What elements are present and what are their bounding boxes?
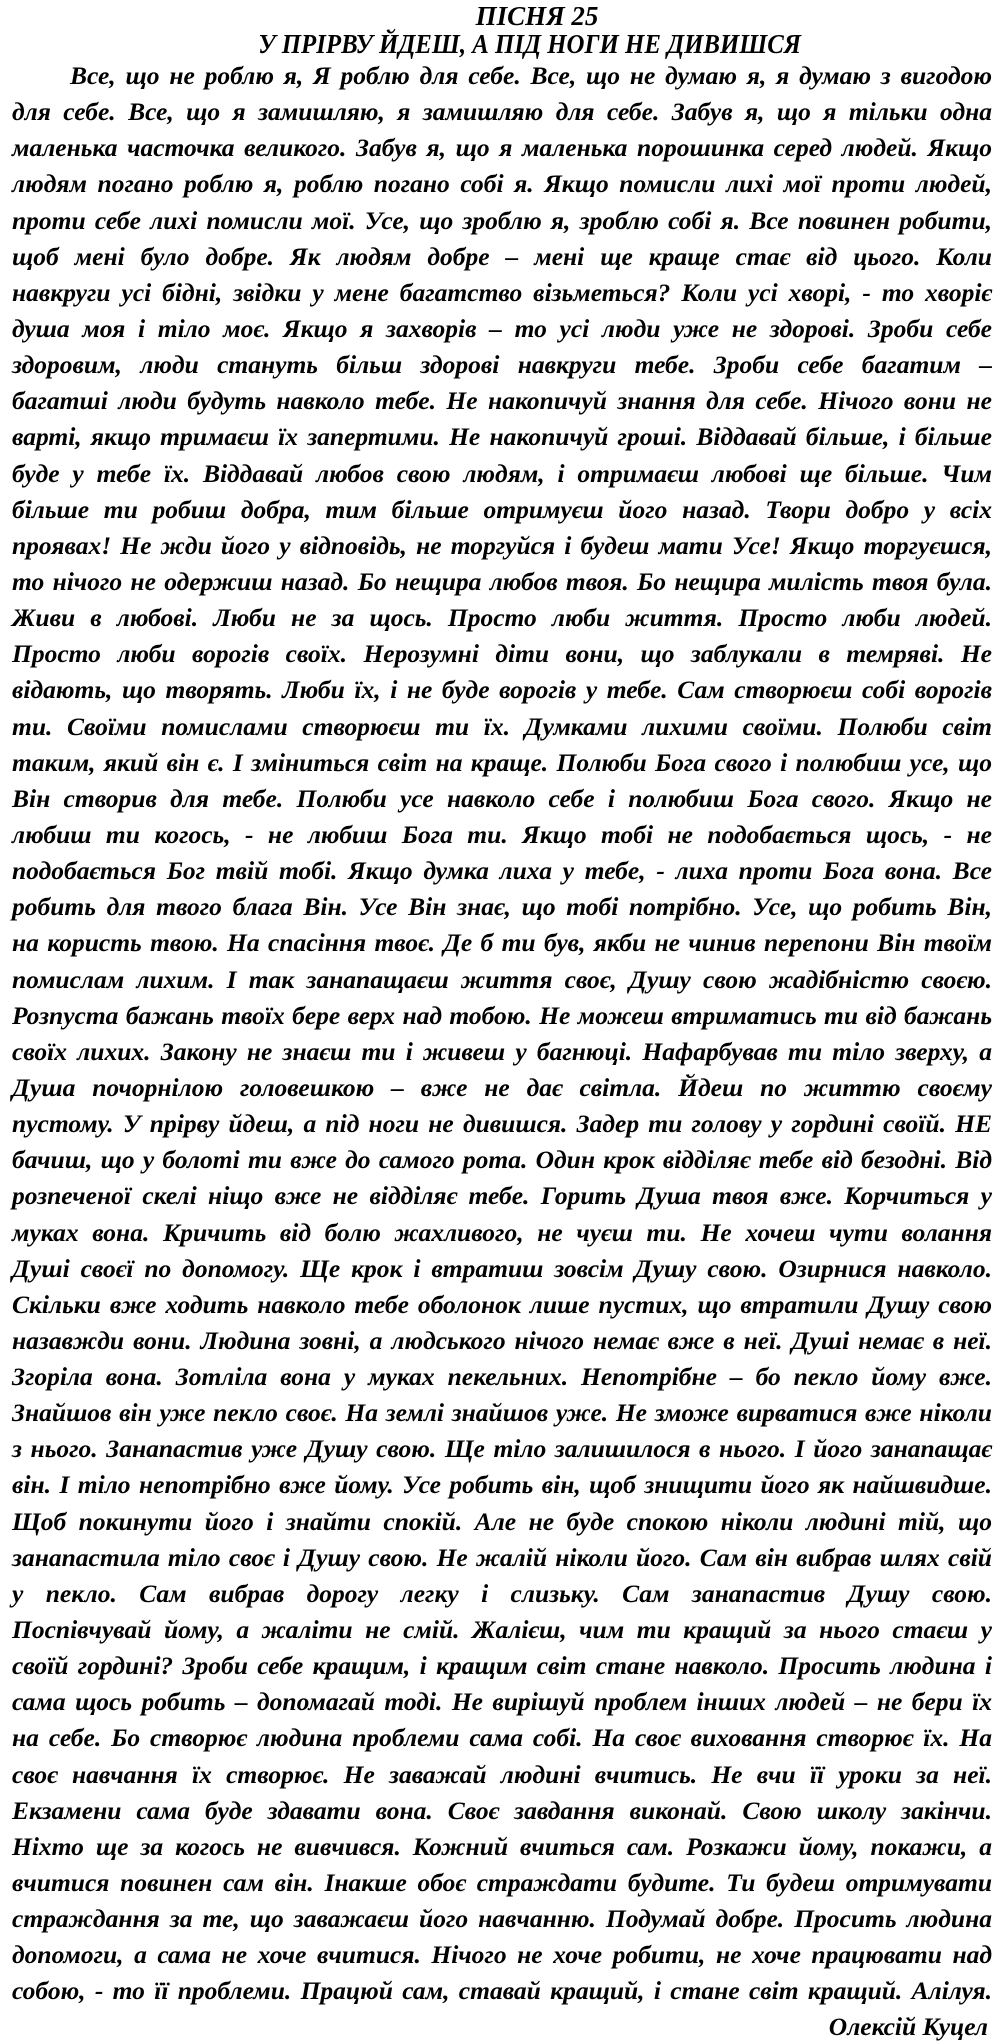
text-line: проявах! Не жди його у відповідь, не торгуйся і будеш мати Усе! Якщо торгуєшся, — [12, 530, 992, 560]
text-line: у пекло. Сам вибрав дорогу легку і слизьку. Сам занапастив Душу свою. — [12, 1578, 992, 1608]
text-line: то нічого не одержиш назад. Бо нещира любов твоя. Бо нещира милість твоя була. — [12, 566, 992, 596]
song-title: ПІСНЯ 25 — [475, 1, 599, 31]
text-line: подобається Бог твій тобі. Якщо думка лиха у тебе, - лиха проти Бога вона. Все — [12, 856, 992, 886]
text-line: Душі своєї по допомогу. Ще крок і втратиш зовсім Душу свою. Озирнися навколо. — [12, 1253, 992, 1283]
text-line: назавжди вони. Людина зовні, а людського нічого немає вже в неї. Душі немає в неї. — [12, 1325, 992, 1355]
text-line: буде у тебе їх. Віддавай любов свою людям, і отримаєш любові ще більше. Чим — [12, 458, 992, 488]
text-line: Скільки вже ходить навколо тебе оболонок лише пустих, що втратили Душу свою — [12, 1289, 992, 1319]
text-line: бачиш, що у болоті ти вже до самого рота. Один крок відділяє тебе від безодні. Від — [12, 1145, 992, 1175]
author-signature: Олексій Куцел — [828, 2011, 988, 2041]
text-line: пустому. У прірву йдеш, а під ноги не дивишся. Задер ти голову у гордині своїй. НЕ — [12, 1109, 992, 1139]
text-line: занапастила тіло своє і Душу свою. Не жалій ніколи його. Сам він вибрав шлях свій — [12, 1542, 992, 1572]
text-line: Ніхто ще за когось не вивчився. Кожний вчиться сам. Розкажи йому, покажи, а — [12, 1831, 992, 1861]
text-line: муках вона. Кричить від болю жахливого, не чуєш ти. Не хочеш чути волання — [12, 1217, 992, 1247]
text-line: багатші люди будуть навколо тебе. Не накопичуй знання для себе. Нічого вони не — [12, 386, 992, 416]
text-line: проти себе лихі помисли мої. Усе, що зроблю я, зроблю собі я. Все повинен робити, — [12, 205, 992, 235]
text-line: більше ти робиш добра, тим більше отримуєш його назад. Твори добро у всіх — [12, 494, 992, 524]
text-line: Просто люби ворогів своїх. Нерозумні діти вони, що заблукали в темряві. Не — [12, 639, 992, 669]
text-line: навкруги усі бідні, звідки у мене багатство візьметься? Коли усі хворі, - то хворіє — [12, 277, 992, 307]
text-line: допомоги, а сама не хоче вчитися. Нічого не хоче робити, не хоче працювати над — [12, 1940, 992, 1970]
text-line: щоб мені було добре. Як людям добре – мені ще краще стає від цього. Коли — [12, 241, 992, 271]
text-line: помислам лихим. І так занапащаєш життя своє, Душу свою жадібністю своєю. — [12, 964, 992, 994]
text-line: сама щось робить – допомагай тоді. Не вирішуй проблем інших людей – не бери їх — [12, 1687, 992, 1717]
text-line: страждання за те, що заважаєш його навчанню. Подумай добре. Просить людина — [12, 1904, 992, 1934]
text-line: своїх лихих. Закону не знаєш ти і живеш у багнюці. Нафарбував ти тіло зверху, а — [12, 1036, 992, 1066]
song-body — [12, 58, 992, 2010]
text-line: робить для твого блага Він. Усе Він знає, що тобі потрібно. Усе, що робить Він, — [12, 892, 992, 922]
text-line: Душа почорнілою головешкою – вже не дає світла. Йдеш по життю своєму — [12, 1072, 992, 1102]
text-line: Розпуста бажань твоїх бере верх над тобою. Не можеш втриматись ти від бажань — [12, 1000, 992, 1030]
document-page — [12, 2, 992, 2044]
text-line: собою, - то її проблеми. Працюй сам, ставай кращий, і стане світ кращий. Алілуя. — [12, 1976, 992, 2006]
text-line: любиш ти когось, - не любиш Бога ти. Якщо тобі не подобається щось, - не — [12, 819, 992, 849]
text-line: таким, який він є. І зміниться світ на краще. Полюби Бога свого і полюбиш усе, що — [12, 747, 992, 777]
text-line: Поспівчувай йому, а жаліти не смій. Жалієш, чим ти кращий за нього стаєш у — [12, 1615, 992, 1645]
text-line: своїй гордині? Зроби себе кращим, і кращим світ стане навколо. Просить людина і — [12, 1651, 992, 1681]
text-line: ти. Своїми помислами створюєш ти їх. Думками лихими своїми. Полюби світ — [12, 711, 992, 741]
text-line: людям погано роблю я, роблю погано собі я. Якщо помисли лихі мої проти людей, — [12, 169, 992, 199]
text-line: здоровим, люди стануть більш здорові навкруги тебе. Зроби себе багатим – — [12, 350, 992, 380]
text-line: варті, якщо тримаєш їх запертими. Не накопичуй гроші. Віддавай більше, і більше — [12, 422, 992, 452]
text-line: розпеченої скелі ніщо вже не відділяє тебе. Горить Душа твоя вже. Корчиться у — [12, 1181, 992, 1211]
text-line: він. І тіло непотрібно вже йому. Усе робить він, щоб знищити його як найшвидше. — [12, 1470, 992, 1500]
text-line: з нього. Занапастив уже Душу свою. Ще тіло залишилося в нього. І його занапащає — [12, 1434, 992, 1464]
text-line: Екзамени сама буде здавати вона. Своє завдання виконай. Свою школу закінчи. — [12, 1795, 992, 1825]
text-line: маленька часточка великого. Забув я, що я маленька порошинка серед людей. Якщо — [12, 133, 992, 163]
text-line: Живи в любові. Люби не за щось. Просто люби життя. Просто люби людей. — [12, 603, 992, 633]
text-line: своє навчання їх створює. Не заважай людині вчитись. Не вчи її уроки за неї. — [12, 1759, 992, 1789]
text-line: Все, що не роблю я, Я роблю для себе. Все, що не думаю я, я думаю з вигодою — [70, 61, 992, 90]
text-line: душа моя і тіло моє. Якщо я захворів – то усі люди уже не здорові. Зроби себе — [12, 313, 992, 343]
text-line: Згоріла вона. Зотліла вона у муках пекельних. Непотрібне – бо пекло йому вже. — [12, 1362, 992, 1392]
text-line: вчитися повинен сам він. Інакше обоє страждати будите. Ти будеш отримувати — [12, 1868, 992, 1898]
text-line: на себе. Бо створює людина проблеми сама собі. На своє виховання створює їх. На — [12, 1723, 992, 1753]
song-subtitle: У ПРІРВУ ЙДЕШ, А ПІД НОГИ НЕ ДИВИШСЯ — [258, 29, 801, 59]
text-line: Щоб покинути його і знайти спокій. Але не буде спокою ніколи людині тій, що — [12, 1506, 992, 1536]
text-line: для себе. Все, що я замишляю, я замишляю для себе. Забув я, що я тільки одна — [12, 97, 992, 127]
text-line: на користь твою. На спасіння твоє. Де б ти був, якби не чинив перепони Він твоїм — [12, 928, 992, 958]
text-line: відають, що творять. Люби їх, і не буде ворогів у тебе. Сам створюєш собі ворогів — [12, 675, 992, 705]
text-line: Знайшов він уже пекло своє. На землі знайшов уже. Не зможе вирватися вже ніколи — [12, 1398, 992, 1428]
text-line: Він створив для тебе. Полюби усе навколо себе і полюбиш Бога свого. Якщо не — [12, 783, 992, 813]
